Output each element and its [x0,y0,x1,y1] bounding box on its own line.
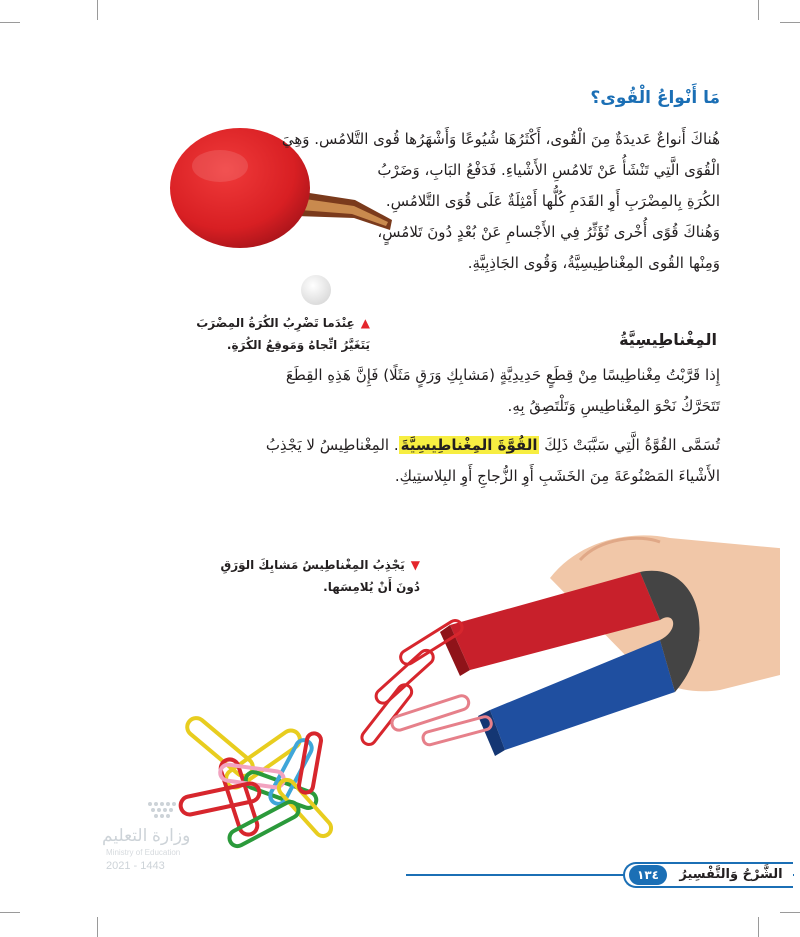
caption-line: يَجْذِبُ المِغْناطِيسُ مَشابِكَ الوَرَقِ [220,558,405,572]
caption-line: عِنْدَما تَضْرِبُ الكُرَةُ المِضْرَبَ [196,316,355,330]
paragraph-line: الأَشْياءَ المَصْنُوعَةَ مِنَ الخَشَبِ أَوِ الزُّجاجِ أَوِ البِلاستِيكِ. [394,467,720,485]
crop-mark [780,22,800,23]
magnetism-paragraph-1 [80,360,720,422]
page-number: ١٣٤ [629,865,667,885]
crop-mark [0,912,20,913]
caption-line: يَتَغَيَّرُ اتِّجاهُ وَمَوقِعُ الكُرَةِ. [226,338,370,352]
crop-mark [758,0,759,20]
paddle-caption [140,312,370,356]
magnetism-paragraph-2 [80,430,720,492]
ministry-watermark [92,800,222,880]
intro-line: الكُرَةِ بِالمِضْرَبِ أَوِ القَدَمِ كُلُّها أَمْثِلَةٌ عَلَى قُوَى التَّلامُسِ. [385,192,720,210]
intro-line: وَهُناكَ قُوًى أُخْرى تُؤَثِّرُ فِي الأَجْسامِ عَنْ بُعْدٍ دُونَ تَلامُسٍ، [377,223,720,241]
ping-pong-ball [301,275,331,305]
paragraph-text: . المِغْناطِيسُ لا يَجْذِبُ [265,436,399,454]
triangle-up-icon: ▲ [360,316,370,330]
highlighted-term: القُوَّةَ المِغْناطِيسِيَّةَ [400,436,538,454]
intro-line: وَمِنْها القُوى المِغْناطِيسِيَّةُ، وَقُوى الجَاذِبِيَّةِ. [467,254,720,272]
magnetism-title: المِغْناطِيسِيَّةُ [619,330,717,349]
section-title: مَا أَنْواعُ الْقُوى؟ [590,88,720,108]
footer-label: الشَّرْحُ وَالتَّفْسِيرُ [679,867,783,882]
paragraph-line: تَتَحَرَّكُ نَحْوَ المِغْناطِيسِ وَتَلْتَصِقُ بِهِ. [507,397,720,415]
crop-mark [758,917,759,937]
caption-line: دُونَ أَنْ يُلامِسَها. [323,580,420,594]
paragraph-text: تُسَمَّى القُوَّةُ الَّتِي سَبَّبَتْ ذَلِكَ [544,436,720,454]
intro-line: الْقُوَى الَّتِي تَنْشَأُ عَنْ تَلامُسِ الأَشْياءِ. فَدَفْعُ البَابِ، وَضَرْبُ [377,161,720,179]
crop-mark [97,0,98,20]
intro-paragraph [280,124,720,279]
crop-mark [0,22,20,23]
crop-mark [780,912,800,913]
ministry-name-ar: وزارة التعليم [102,826,191,845]
magnet-caption [190,554,420,598]
ministry-logo-icon [146,800,180,820]
horseshoe-magnet [440,571,700,756]
triangle-down-icon: ▼ [410,558,420,572]
paragraph-line: إِذا قَرَّبْتُ مِغْناطِيسًا مِنْ قِطَعٍ حَدِيدِيَّةٍ (مَشابِكِ وَرَقٍ مَثَلًا) فَإِنَّ هَذِهِ القِطَعَ [285,366,720,384]
crop-mark [97,917,98,937]
ministry-name-en: Ministry of Education [106,848,181,857]
edition-year: 2021 - 1443 [106,860,165,872]
intro-line: هُناكَ أَنواعٌ عَديدَةٌ مِنَ الْقُوى، أَكْثَرُهَا شُيُوعًا وَأَشْهَرُها قُوى التَّلامُس. وَهِيَ [281,130,720,148]
